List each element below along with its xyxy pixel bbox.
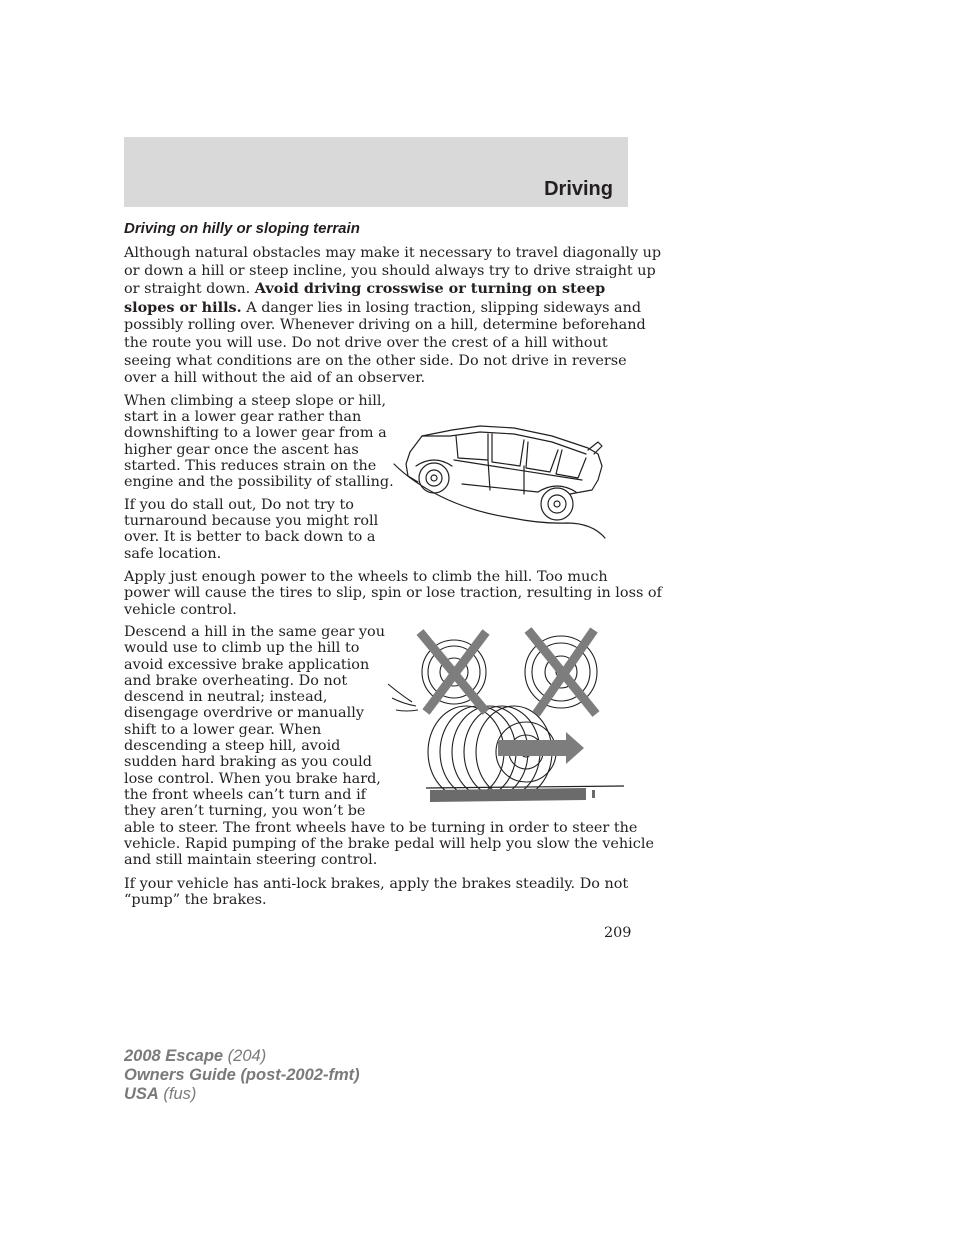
text-line (124, 280, 628, 299)
text-line: the front wheels can’t turn and if (124, 786, 366, 803)
text-line: lose control. When you brake hard, (124, 770, 381, 787)
text-line: start in a lower gear rather than (124, 409, 362, 426)
text-line: they aren’t turning, you won’t be (124, 803, 366, 820)
text-line: possibly rolling over. Whenever driving on a hill, determine beforehand (124, 317, 646, 334)
text-line: over. It is better to back down to a (124, 529, 376, 546)
text-line: and brake overheating. Do not (124, 672, 348, 689)
footer-model-code: (204) (223, 1047, 267, 1065)
text-line: shift to a lower gear. When (124, 721, 322, 738)
footer-line-guide (124, 1066, 360, 1085)
text-line: engine and the possibility of stalling. (124, 474, 394, 491)
paragraph-terrain-intro (124, 245, 662, 388)
text-line: Descend a hill in the same gear you (124, 624, 385, 640)
footer-market: USA (124, 1085, 159, 1103)
footer-guide: Owners Guide (post-2002-fmt) (124, 1066, 360, 1084)
text-run: A danger lies in losing traction, slipping sideways and (241, 299, 642, 316)
text-line (124, 298, 642, 318)
paragraph-power (124, 569, 662, 618)
paragraph-stall (124, 497, 382, 562)
text-line: turnaround because you might roll (124, 513, 379, 530)
text-line: “pump” the brakes. (124, 892, 267, 909)
paragraph-antilock (124, 876, 628, 909)
text-line: descending a steep hill, avoid (124, 738, 341, 755)
text-line: safe location. (124, 545, 222, 562)
text-line: over a hill without the aid of an observer. (124, 370, 426, 387)
warning-text: slopes or hills. (124, 298, 242, 316)
text-line: disengage overdrive or manually (124, 705, 364, 722)
text-line: the route you will use. Do not drive over the crest of a hill without (124, 334, 608, 351)
footer-market-code: (fus) (158, 1085, 197, 1103)
text-line: started. This reduces strain on the (124, 457, 377, 474)
text-line: vehicle control. (124, 601, 237, 618)
section-title: Driving (544, 178, 613, 200)
text-line: downshifting to a lower gear from a (124, 425, 387, 442)
paragraph-climbing (124, 393, 394, 491)
footer-model: 2008 Escape (124, 1047, 224, 1065)
page-number: 209 (604, 925, 632, 941)
wheel-braking-illustration (386, 624, 626, 806)
text-line: higher gear once the ascent has (124, 441, 359, 458)
text-line: vehicle. Rapid pumping of the brake pedal will help you slow the vehicle (124, 835, 654, 852)
text-line: seeing what conditions are on the other side. Do not drive in reverse (124, 352, 627, 369)
footer-line-market (124, 1085, 360, 1104)
text-line: If you do stall out, Do not try to (124, 497, 354, 513)
subheading: Driving on hilly or sloping terrain (124, 220, 360, 237)
document-footer (124, 1047, 360, 1104)
text-line: If your vehicle has anti-lock brakes, apply the brakes steadily. Do not (124, 876, 629, 892)
footer-line-model (124, 1047, 360, 1066)
text-line: When climbing a steep slope or hill, (124, 393, 387, 409)
suv-on-hill-illustration (392, 420, 608, 540)
text-line: avoid excessive brake application (124, 656, 370, 673)
text-line: Although natural obstacles may make it necessary to travel diagonally up (124, 245, 662, 261)
text-line: or down a hill or steep incline, you should always try to drive straight up (124, 262, 656, 279)
text-line: Apply just enough power to the wheels to climb the hill. Too much (124, 569, 608, 585)
text-line: sudden hard braking as you could (124, 754, 372, 771)
section-header-band (124, 137, 628, 207)
text-run: or straight down. (124, 281, 255, 298)
text-line: able to steer. The front wheels have to be turning in order to steer the (124, 819, 638, 836)
text-line: and still maintain steering control. (124, 852, 378, 869)
warning-text: Avoid driving crosswise or turning on steep (254, 280, 606, 298)
text-line: would use to climb up the hill to (124, 640, 360, 657)
text-line: descend in neutral; instead, (124, 689, 328, 706)
text-line: power will cause the tires to slip, spin or lose traction, resulting in loss of (124, 585, 662, 602)
